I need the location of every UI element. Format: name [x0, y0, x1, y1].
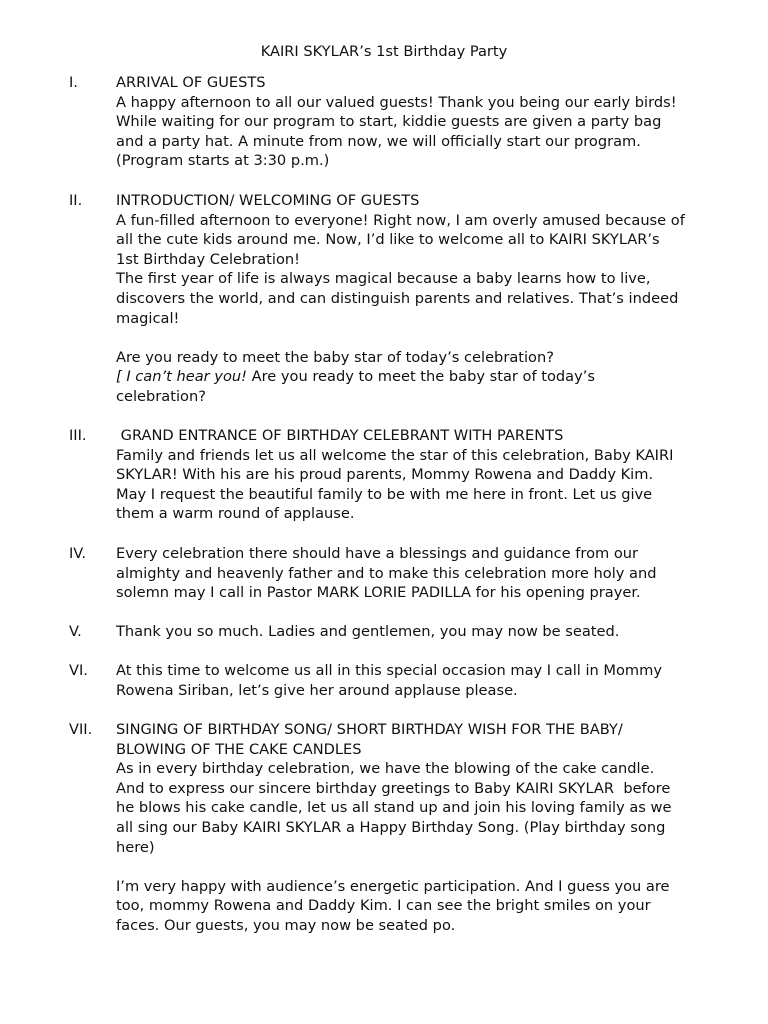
paragraph-line: May I request the beautiful family to be with me here in front. Let us give: [116, 485, 653, 503]
paragraph-line: As in every birthday celebration, we have the blowing of the cake candle.: [116, 760, 655, 778]
section-heading: SINGING OF BIRTHDAY SONG/ SHORT BIRTHDAY WISH FOR THE BABY/: [116, 721, 623, 738]
section-numeral: I.: [69, 74, 78, 91]
paragraph-line: them a warm round of applause.: [116, 505, 355, 523]
paragraph-line: Thank you so much. Ladies and gentlemen, you may now be seated.: [116, 623, 620, 640]
section-content: [116, 73, 726, 171]
section-heading: INTRODUCTION/ WELCOMING OF GUESTS: [116, 192, 420, 209]
paragraph-gap: [116, 857, 726, 877]
paragraph-line: 1st Birthday Celebration!: [116, 250, 300, 268]
section-content: [116, 191, 726, 407]
paragraph-line: here): [116, 838, 155, 856]
paragraph-line: Family and friends let us all welcome the star of this celebration, Baby KAIRI: [116, 446, 674, 464]
paragraph-line: Every celebration there should have a blessings and guidance from our: [116, 545, 639, 562]
section-content: [116, 720, 726, 936]
paragraph-line: And to express our sincere birthday greetings to Baby KAIRI SKYLAR before: [116, 779, 671, 797]
paragraph-line: Rowena Siriban, let’s give her around applause please.: [116, 681, 518, 699]
section-content: [116, 426, 726, 524]
paragraph-line: and a party hat. A minute from now, we will officially start our program.: [116, 132, 641, 150]
paragraph-line: discovers the world, and can distinguish parents and relatives. That’s indeed: [116, 289, 679, 307]
paragraph-gap: [116, 328, 726, 348]
paragraph-line: magical!: [116, 309, 180, 327]
section-numeral: VI.: [69, 662, 88, 679]
section-numeral: II.: [69, 192, 83, 209]
paragraph-line: all sing our Baby KAIRI SKYLAR a Happy Birthday Song. (Play birthday song: [116, 818, 666, 836]
section-content: [116, 544, 726, 603]
paragraph-line: A happy afternoon to all our valued guests! Thank you being our early birds!: [116, 93, 677, 111]
paragraph-line: celebration?: [116, 387, 206, 405]
paragraph-line: The first year of life is always magical because a baby learns how to live,: [116, 270, 651, 288]
paragraph-line: While waiting for our program to start, kiddie guests are given a party bag: [116, 113, 662, 131]
paragraph-line: solemn may I call in Pastor MARK LORIE PADILLA for his opening prayer.: [116, 584, 641, 602]
paragraph-line: faces. Our guests, you may now be seated po.: [116, 916, 456, 934]
section-heading: ARRIVAL OF GUESTS: [116, 74, 266, 91]
paragraph-line: (Program starts at 3:30 p.m.): [116, 152, 330, 170]
section-content: [116, 622, 726, 642]
paragraph-line: all the cute kids around me. Now, I’d like to welcome all to KAIRI SKYLAR’s: [116, 231, 660, 249]
host-repeat-line: [116, 367, 726, 387]
stage-aside: [ I can’t hear you!: [116, 368, 247, 386]
section-content: [116, 661, 726, 700]
paragraph-line: almighty and heavenly father and to make this celebration more holy and: [116, 564, 657, 582]
paragraph-line: I’m very happy with audience’s energetic participation. And I guess you are: [116, 877, 670, 895]
paragraph-line: A fun-filled afternoon to everyone! Right now, I am overly amused because of: [116, 211, 685, 229]
paragraph-line: SKYLAR! With his are his proud parents, Mommy Rowena and Daddy Kim.: [116, 466, 654, 484]
section-numeral: V.: [69, 623, 82, 640]
section-numeral: III.: [69, 427, 87, 444]
section-numeral: VII.: [69, 721, 93, 738]
paragraph-line: he blows his cake candle, let us all stand up and join his loving family as we: [116, 799, 672, 817]
section-numeral: IV.: [69, 545, 87, 562]
paragraph-line: too, mommy Rowena and Daddy Kim. I can see the bright smiles on your: [116, 897, 651, 915]
host-question: Are you ready to meet the baby star of today’s celebration?: [116, 348, 554, 366]
section-heading: BLOWING OF THE CAKE CANDLES: [116, 740, 362, 758]
document-title: KAIRI SKYLAR’s 1st Birthday Party: [260, 43, 508, 60]
repeat-question: Are you ready to meet the baby star of today’s: [246, 368, 595, 386]
section-heading: GRAND ENTRANCE OF BIRTHDAY CELEBRANT WITH PARENTS: [116, 427, 564, 444]
paragraph-line: At this time to welcome us all in this special occasion may I call in Mommy: [116, 662, 662, 679]
